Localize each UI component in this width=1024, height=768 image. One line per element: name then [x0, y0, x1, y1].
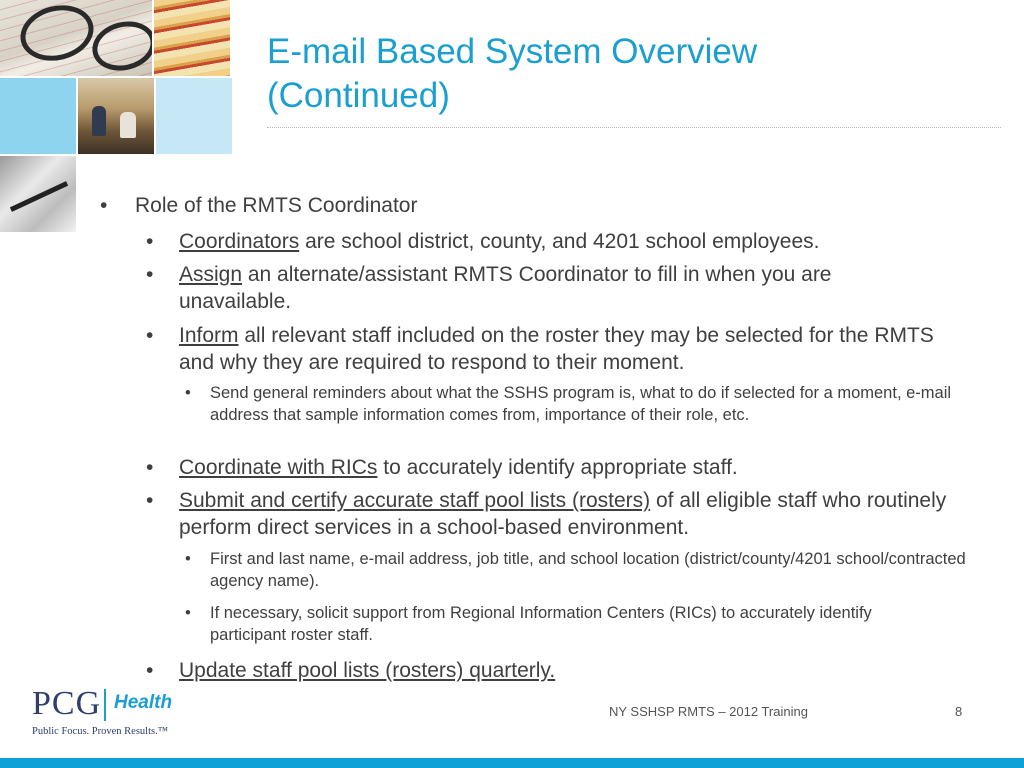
bullet-marker: • — [146, 456, 154, 479]
title-line-1: E-mail Based System Overview — [267, 32, 758, 71]
title-divider — [267, 127, 1001, 128]
logo-brand: PCG — [32, 685, 102, 722]
bullet-marker: • — [146, 263, 154, 286]
light-blue-tile — [156, 78, 232, 154]
folders-photo — [154, 0, 230, 76]
term-submit-rosters: Submit and certify accurate staff pool lists (rosters) — [179, 489, 651, 512]
bullet-marker: • — [146, 230, 154, 253]
bullet-text: of all eligible staff who routinely perform direct services in a school-based environment. — [179, 489, 947, 539]
sub-bullet-roster-fields: First and last name, e-mail address, job title, and school location (district/county/4201 school/contracted agency name). — [210, 550, 966, 590]
bullet-marker: • — [146, 324, 154, 347]
bullet-assign — [179, 261, 939, 315]
bullet-text: are school district, county, and 4201 school employees. — [299, 230, 820, 253]
footer-training-label: NY SSHSP RMTS – 2012 Training — [609, 704, 808, 719]
office-photo — [78, 78, 154, 154]
bullet-coordinators — [179, 228, 969, 255]
blue-tile — [0, 78, 76, 154]
bottom-accent-bar — [0, 758, 1024, 768]
glasses-photo — [0, 0, 152, 76]
bullet-marker: • — [185, 384, 191, 402]
bullet-marker: • — [146, 659, 154, 682]
slide-title — [267, 30, 1007, 118]
sub-bullet-reminders: Send general reminders about what the SSHS program is, what to do if selected for a moment, e-mail address that sample information comes from, importance of their role, etc. — [210, 384, 952, 424]
bullet-marker: • — [185, 550, 191, 568]
bullet-marker: • — [185, 604, 191, 622]
title-line-2: (Continued) — [267, 76, 450, 115]
bullet-inform — [179, 322, 969, 376]
sub-bullet-ric-support: If necessary, solicit support from Regional Information Centers (RICs) to accurately identify participant roster staff. — [210, 604, 872, 644]
bullet-submit-rosters — [179, 487, 969, 541]
writing-hands-photo — [0, 156, 76, 232]
bullet-text: all relevant staff included on the roster they may be selected for the RMTS and why they are required to respond to their moment. — [179, 324, 934, 374]
heading-bullet: Role of the RMTS Coordinator — [135, 194, 418, 217]
bullet-text: to accurately identify appropriate staff. — [377, 456, 738, 479]
pcg-health-logo — [32, 685, 222, 745]
bullet-marker: • — [100, 194, 108, 217]
term-coordinators: Coordinators — [179, 230, 300, 253]
logo-division: Health — [114, 692, 173, 713]
term-update-rosters: Update staff pool lists (rosters) quarterly. — [179, 659, 556, 682]
term-inform: Inform — [179, 324, 239, 347]
bullet-update-rosters — [179, 657, 969, 684]
logo-tagline: Public Focus. Proven Results.™ — [32, 726, 169, 737]
term-coordinate-with-rics: Coordinate with RICs — [179, 456, 378, 479]
bullet-coordinate-rics — [179, 454, 969, 481]
page-number: 8 — [955, 704, 963, 719]
bullet-marker: • — [146, 489, 154, 512]
logo-divider — [104, 689, 106, 721]
bullet-text: an alternate/assistant RMTS Coordinator to fill in when you are unavailable. — [179, 263, 832, 313]
term-assign: Assign — [179, 263, 243, 286]
